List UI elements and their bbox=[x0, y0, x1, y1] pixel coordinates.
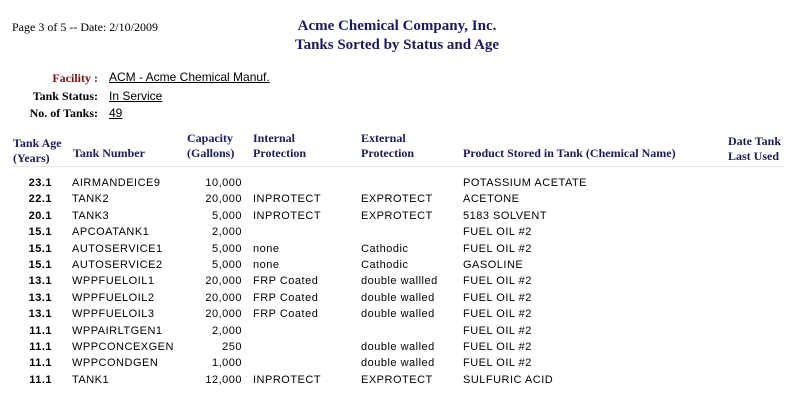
cell-age: 11.1 bbox=[29, 357, 52, 370]
cell-product: POTASSIUM ACETATE bbox=[463, 177, 588, 189]
cell-capacity: 20,000 bbox=[205, 308, 242, 321]
table-row bbox=[0, 259, 794, 275]
cell-internal: FRP Coated bbox=[253, 308, 319, 321]
cell-age: 23.1 bbox=[28, 177, 52, 189]
cell-age: 13.1 bbox=[28, 275, 52, 288]
cell-number: TANK1 bbox=[72, 373, 110, 386]
col-header-capacity: Capacity (Gallons) bbox=[187, 131, 235, 160]
tank-count-value: 49 bbox=[109, 106, 123, 120]
cell-product: SULFURIC ACID bbox=[463, 373, 554, 386]
cell-internal: FRP Coated bbox=[253, 275, 319, 288]
table-row bbox=[0, 243, 794, 259]
cell-capacity: 5,000 bbox=[211, 242, 242, 255]
cell-age: 15.1 bbox=[28, 259, 52, 271]
cell-age: 11.1 bbox=[29, 341, 52, 353]
header-divider bbox=[12, 166, 784, 167]
cell-age: 13.1 bbox=[28, 291, 52, 304]
cell-capacity: 10,000 bbox=[205, 177, 242, 189]
cell-age: 15.1 bbox=[28, 226, 52, 239]
facility-label: Facility : bbox=[52, 71, 98, 85]
cell-capacity: 12,000 bbox=[205, 373, 242, 386]
cell-number: WPPFUELOIL1 bbox=[72, 275, 155, 288]
cell-number: AUTOSERVICE2 bbox=[72, 259, 163, 271]
cell-external: Cathodic bbox=[361, 259, 409, 271]
cell-number: AIRMANDEICE9 bbox=[72, 177, 161, 189]
tank-status-label: Tank Status: bbox=[32, 89, 98, 103]
table-row bbox=[0, 357, 794, 373]
cell-number: APCOATANK1 bbox=[72, 226, 150, 239]
cell-capacity: 1,000 bbox=[211, 357, 242, 370]
cell-number: WPPFUELOIL3 bbox=[72, 308, 155, 321]
table-row bbox=[0, 226, 794, 242]
cell-age: 22.1 bbox=[28, 193, 52, 206]
cell-external: EXPROTECT bbox=[361, 373, 433, 386]
cell-capacity: 20,000 bbox=[205, 193, 242, 206]
cell-age: 11.1 bbox=[29, 324, 52, 337]
cell-product: FUEL OIL #2 bbox=[463, 226, 532, 239]
tank-count-label: No. of Tanks: bbox=[29, 106, 98, 120]
col-header-date-used: Date Tank Last Used bbox=[728, 134, 782, 163]
cell-number: TANK2 bbox=[72, 193, 110, 206]
cell-external: double walled bbox=[361, 308, 435, 321]
table-row bbox=[0, 193, 794, 209]
facility-value: ACM - Acme Chemical Manuf. bbox=[109, 70, 270, 84]
cell-capacity: 2,000 bbox=[211, 324, 242, 337]
cell-capacity: 250 bbox=[222, 341, 242, 353]
cell-product: 5183 SOLVENT bbox=[463, 209, 548, 222]
cell-product: FUEL OIL #2 bbox=[463, 291, 532, 304]
cell-capacity: 2,000 bbox=[211, 226, 242, 239]
cell-capacity: 20,000 bbox=[205, 291, 242, 304]
cell-capacity: 5,000 bbox=[211, 259, 242, 271]
cell-internal: none bbox=[253, 242, 280, 255]
cell-internal: INPROTECT bbox=[253, 209, 322, 222]
page-info: Page 3 of 5 -- Date: 2/10/2009 bbox=[12, 20, 158, 34]
col-header-age: Tank Age (Years) bbox=[13, 136, 62, 165]
table-row bbox=[0, 275, 794, 291]
table-row bbox=[0, 292, 794, 308]
cell-external: double walled bbox=[361, 357, 435, 370]
cell-internal: none bbox=[253, 259, 280, 271]
cell-capacity: 5,000 bbox=[211, 209, 242, 222]
cell-product: ACETONE bbox=[463, 193, 520, 206]
tank-status-value: In Service bbox=[109, 89, 163, 103]
report-title: Tanks Sorted by Status and Age bbox=[294, 37, 500, 53]
cell-external: double walled bbox=[361, 341, 435, 353]
cell-internal: INPROTECT bbox=[253, 193, 322, 206]
cell-capacity: 20,000 bbox=[205, 275, 242, 288]
cell-external: Cathodic bbox=[361, 242, 409, 255]
table-row bbox=[0, 210, 794, 226]
cell-product: GASOLINE bbox=[463, 259, 524, 271]
cell-age: 13.1 bbox=[28, 308, 52, 321]
company-name: Acme Chemical Company, Inc. bbox=[297, 18, 497, 34]
cell-number: WPPCONDGEN bbox=[72, 357, 159, 370]
cell-product: FUEL OIL #2 bbox=[463, 324, 532, 337]
cell-product: FUEL OIL #2 bbox=[463, 341, 532, 353]
cell-number: TANK3 bbox=[72, 209, 110, 222]
cell-external: EXPROTECT bbox=[361, 193, 433, 206]
table-row bbox=[0, 325, 794, 341]
table-row bbox=[0, 374, 794, 390]
cell-number: AUTOSERVICE1 bbox=[72, 242, 163, 255]
cell-external: double walled bbox=[361, 291, 435, 304]
cell-age: 20.1 bbox=[28, 209, 52, 222]
cell-number: WPPFUELOIL2 bbox=[72, 291, 155, 304]
col-header-number: Tank Number bbox=[73, 146, 145, 160]
cell-age: 11.1 bbox=[29, 373, 52, 386]
table-row bbox=[0, 341, 794, 357]
cell-internal: INPROTECT bbox=[253, 373, 322, 386]
cell-age: 15.1 bbox=[28, 242, 52, 255]
cell-number: WPPAIRLTGEN1 bbox=[72, 324, 163, 337]
cell-product: FUEL OIL #2 bbox=[463, 242, 532, 255]
table-row bbox=[0, 177, 794, 193]
cell-product: FUEL OIL #2 bbox=[463, 308, 532, 321]
table-row bbox=[0, 308, 794, 324]
col-header-external: External Protection bbox=[361, 131, 415, 160]
col-header-product: Product Stored in Tank (Chemical Name) bbox=[463, 146, 676, 160]
cell-internal: FRP Coated bbox=[253, 291, 319, 304]
cell-number: WPPCONCEXGEN bbox=[72, 341, 174, 353]
cell-product: FUEL OIL #2 bbox=[463, 275, 532, 288]
cell-external: EXPROTECT bbox=[361, 209, 433, 222]
cell-product: FUEL OIL #2 bbox=[463, 357, 532, 370]
cell-external: double wallled bbox=[361, 275, 438, 288]
col-header-internal: Internal Protection bbox=[253, 131, 307, 160]
